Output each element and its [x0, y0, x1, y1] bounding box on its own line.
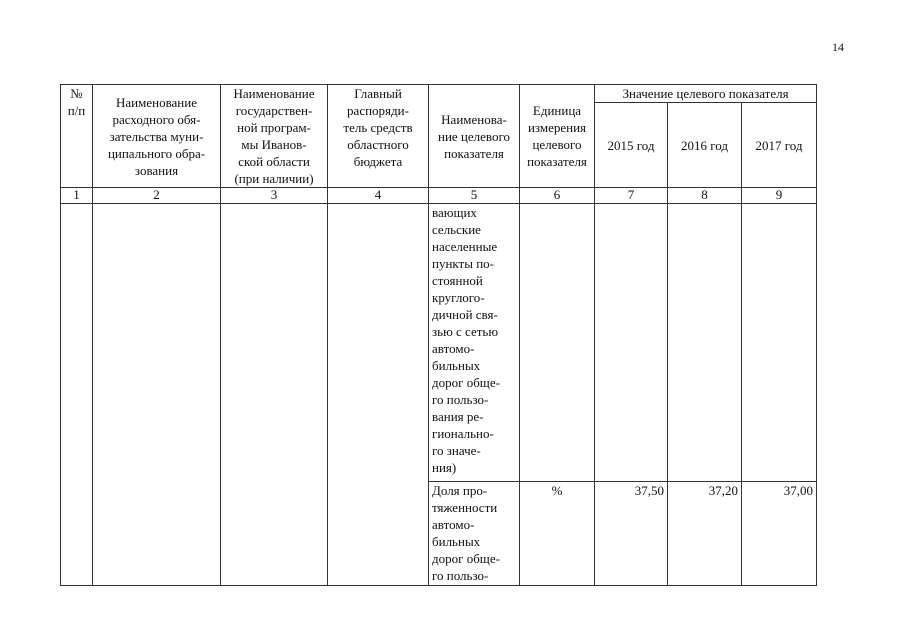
header-year-2017: 2017 год: [742, 103, 817, 188]
header-row-number: № п/п: [61, 85, 93, 188]
value-2016-cell: 37,20: [668, 482, 742, 586]
column-number: 3: [221, 188, 328, 204]
indicator-name-cell: Доля про- тяженности автомо- бильных дорог обще- го пользо-: [429, 482, 520, 586]
column-number: 2: [93, 188, 221, 204]
header-unit: Единица измерения целевого показателя: [520, 85, 595, 188]
column-number: 6: [520, 188, 595, 204]
header-state-program: Наименование государствен- ной програм- мы Иванов- ской области (при наличии): [221, 85, 328, 188]
value-2016-cell: [668, 204, 742, 482]
table-row: [61, 204, 817, 482]
header-year-2016: 2016 год: [668, 103, 742, 188]
unit-cell: [520, 204, 595, 482]
column-numbers-row: [61, 188, 817, 204]
column-number: 9: [742, 188, 817, 204]
unit-cell: %: [520, 482, 595, 586]
column-number: 4: [328, 188, 429, 204]
empty-cell: [61, 204, 93, 586]
header-chief-administrator: Главный распоряди- тель средств областного бюджета: [328, 85, 429, 188]
empty-cell: [328, 204, 429, 586]
value-2017-cell: 37,00: [742, 482, 817, 586]
value-2017-cell: [742, 204, 817, 482]
column-number: 8: [668, 188, 742, 204]
column-number: 7: [595, 188, 668, 204]
header-target-value: Значение целевого показателя: [595, 85, 817, 103]
value-2015-cell: 37,50: [595, 482, 668, 586]
column-number: 1: [61, 188, 93, 204]
value-2015-cell: [595, 204, 668, 482]
target-indicators-table: [60, 84, 817, 586]
page-number: 14: [832, 40, 844, 54]
column-number: 5: [429, 188, 520, 204]
indicator-name-cell: вающих сельские населенные пункты по- стоянной круглого- дичной свя- зью с сетью автомо- бильных дорог обще- го пользо- вания ре- гионально- го значе- ния): [429, 204, 520, 482]
header-indicator-name: Наименова- ние целевого показателя: [429, 85, 520, 188]
empty-cell: [93, 204, 221, 586]
header-row-1: [61, 85, 817, 103]
header-expenditure-obligation: Наименование расходного обя- зательства муни- ципального обра- зования: [93, 85, 221, 188]
header-year-2015: 2015 год: [595, 103, 668, 188]
empty-cell: [221, 204, 328, 586]
